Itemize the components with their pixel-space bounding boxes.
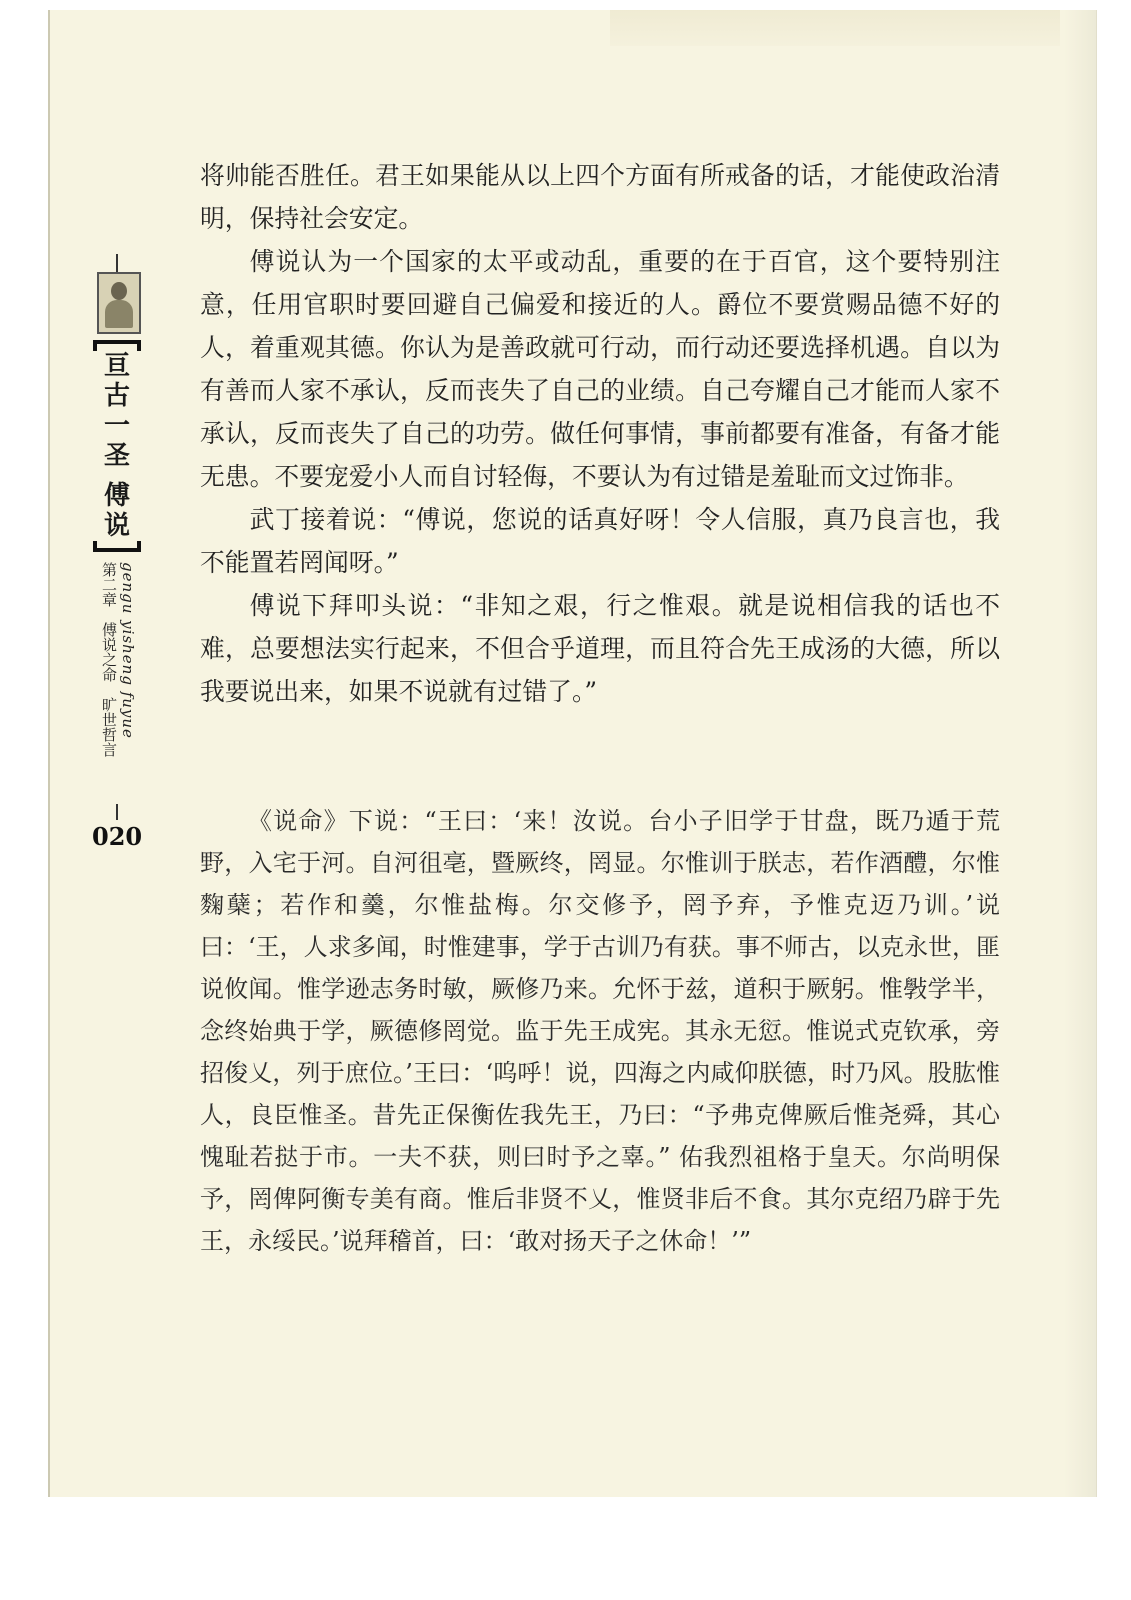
paragraph: 傅说认为一个国家的太平或动乱，重要的在于百官，这个要特别注意，任用官职时要回避自己偏爱和接近的人。爵位不要赏赐品德不好的人，着重观其德。你认为是善政就可行动，而行动还要选择机遇。自以为有善而人家不承认，反而丧失了自己的业绩。自己夸耀自己才能而人家不承认，反而丧失了自己的功劳。做任何事情，事前都要有准备，有备才能无患。不要宠爱小人而自讨轻侮，不要认为有过错是羞耻而文过饰非。 (200, 247, 1000, 491)
paragraph: 傅说下拜叩头说：“非知之艰，行之惟艰。就是说相信我的话也不难，总要想法实行起来，不但合乎道理，而且符合先王成汤的大德，所以我要说出来，如果不说就有过错了。” (200, 591, 1000, 706)
chapter-title: 第二章 傅说之命 旷世哲言 (100, 562, 118, 757)
body-text (200, 154, 1000, 713)
paragraph: 将帅能否胜任。君王如果能从以上四个方面有所戒备的话，才能使政治清明，保持社会安定。 (200, 161, 1000, 233)
portrait-head (111, 282, 127, 300)
classical-quote: 《说命》下说：“王曰：‘来！汝说。台小子旧学于甘盘，既乃遁于荒野，入宅于河。自河徂亳，暨厥终，罔显。尔惟训于朕志，若作酒醴，尔惟麴蘖；若作和羹，尔惟盐梅。尔交修予，罔予弃，予惟克迈乃训。’说曰：‘王，人求多闻，时惟建事，学于古训乃有获。事不师古，以克永世，匪说攸闻。惟学逊志务时敏，厥修乃来。允怀于兹，道积于厥躬。惟斅学半，念终始典于学，厥德修罔觉。监于先王成宪。其永无愆。惟说式克钦承，旁招俊乂，列于庶位。’王曰：‘呜呼！说，四海之内咸仰朕德，时乃风。股肱惟人，良臣惟圣。昔先正保衡佐我先王，乃曰：“予弗克俾厥后惟尧舜，其心愧耻若挞于市。一夫不获，则曰时予之辜。” 佑我烈祖格于皇天。尔尚明保予，罔俾阿衡专美有商。惟后非贤不乂，惟贤非后不食。其尔克绍乃辟于先王，永绥民。’说拜稽首，曰：‘敢对扬天子之休命！’” (200, 807, 1000, 1255)
book-title-char: 亘 (103, 351, 130, 382)
page-right-edge (1064, 10, 1096, 1497)
book-page (48, 10, 1097, 1497)
margin-rule-bottom (116, 804, 118, 820)
portrait-body (105, 300, 133, 328)
page-number: 020 (92, 822, 143, 851)
paragraph: 武丁接着说：“傅说，您说的话真好呀！令人信服，真乃良言也，我不能置若罔闻呀。” (200, 505, 1000, 577)
margin-rule-top (116, 254, 118, 272)
book-title-char: 一 (103, 411, 130, 442)
title-bracket-bottom (93, 541, 141, 552)
sage-portrait-icon (97, 272, 141, 334)
title-bracket-top (93, 340, 141, 351)
book-title-char: 圣 (103, 441, 130, 472)
page-edge-shadow (610, 10, 1060, 46)
book-title-char: 傅 (103, 480, 130, 511)
chapter-running-head (90, 562, 146, 804)
book-title-char: 说 (103, 510, 130, 541)
book-title-char: 古 (103, 381, 130, 412)
book-title-vertical (90, 340, 144, 552)
title-pinyin: gengu yisheng fuyue (119, 562, 137, 739)
